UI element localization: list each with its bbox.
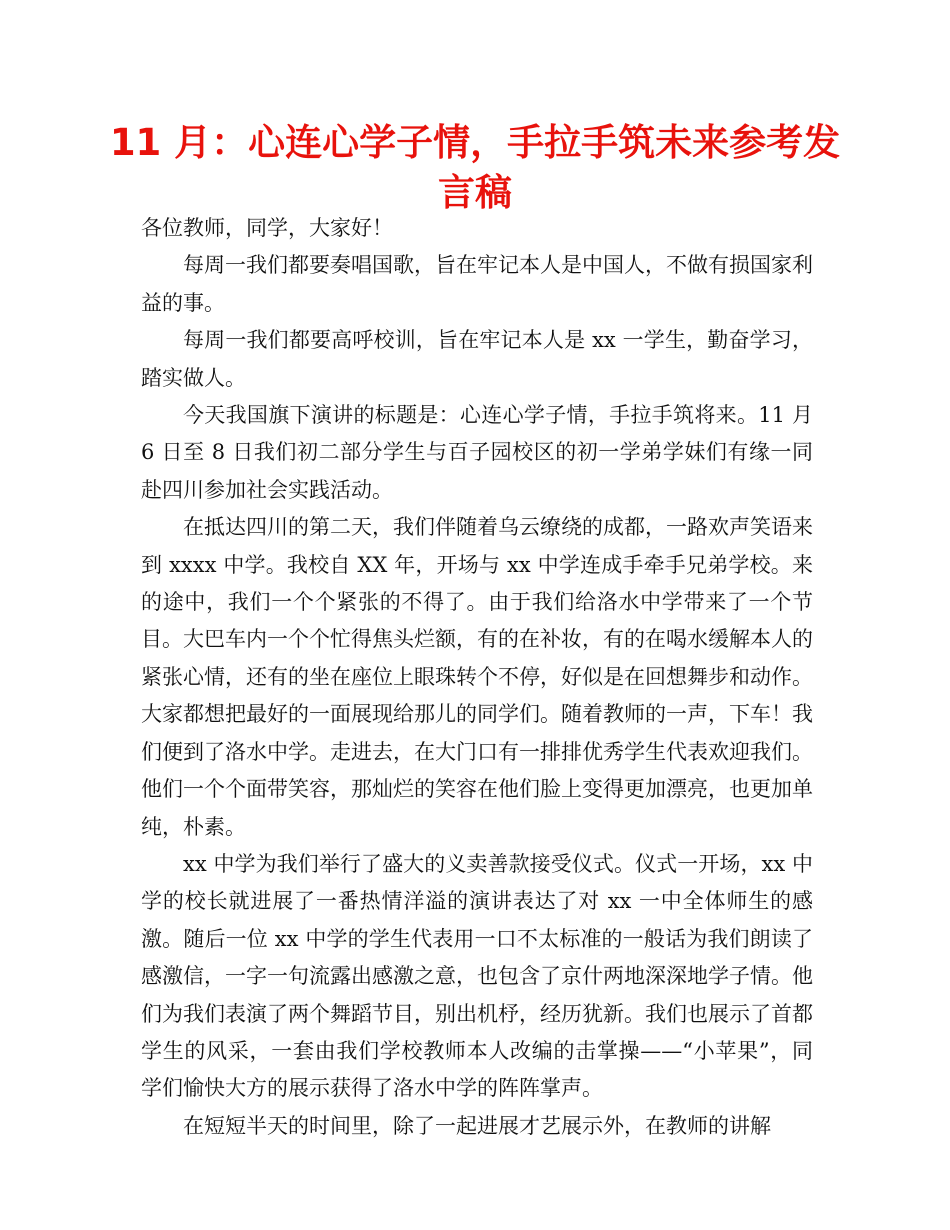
body-paragraph: 今天我国旗下演讲的标题是：心连心学子情，手拉手筑将来。11 月 6 日至 8 日我们初二部分学生与百子园校区的初一学弟学妹们有缘一同赴四川参加社会实践活动。 xyxy=(141,403,813,502)
body-paragraph: 在抵达四川的第二天，我们伴随着乌云缭绕的成都，一路欢声笑语来到 xxxx 中学。我校自 XX 年，开场与 xx 中学连成手牵手兄弟学校。来的途中，我们一个个紧张的不得了。由于我们给洛水中学带来了一个节目。大巴车内一个个忙得焦头烂额，有的在补妆，有的在喝水缓解本人的紧张心情，还有的坐在座位上眼珠转个不停，好似是在回想舞步和动作。大家都想把最好的一面展现给那儿的同学们。随着教师的一声，下车！我们便到了洛水中学。走进去，在大门口有一排排优秀学生代表欢迎我们。他们一个个面带笑容，那灿烂的笑容在他们脸上变得更加漂亮，也更加单纯，朴素。 xyxy=(141,515,813,839)
body-paragraph: 每周一我们都要高呼校训，旨在牢记本人是 xx 一学生，勤奋学习，踏实做人。 xyxy=(141,328,813,390)
greeting-paragraph: 各位教师，同学，大家好！ xyxy=(141,216,393,240)
body-paragraph: 每周一我们都要奏唱国歌，旨在牢记本人是中国人，不做有损国家利益的事。 xyxy=(141,253,813,315)
body-paragraph: xx 中学为我们举行了盛大的义卖善款接受仪式。仪式一开场，xx 中学的校长就进展了一番热情洋溢的演讲表达了对 xx 一中全体师生的感激。随后一位 xx 中学的学生代表用一口不太标准的一般话为我们朗读了感激信，一字一句流露出感激之意，也包含了京什两地深深地学子情。他们为我们表演了两个舞蹈节目，别出机杼，经历犹新。我们也展示了首都学生的风采，一套由我们学校教师本人改编的击掌操——“小苹果”，同学们愉快大方的展示获得了洛水中学的阵阵掌声。 xyxy=(141,851,813,1101)
document-title: 11 月：心连心学子情，手拉手筑未来参考发言稿 xyxy=(109,121,841,214)
document-body xyxy=(141,210,813,1145)
body-paragraph: 在短短半天的时间里，除了一起进展才艺展示外，在教师的讲解 xyxy=(183,1113,771,1138)
